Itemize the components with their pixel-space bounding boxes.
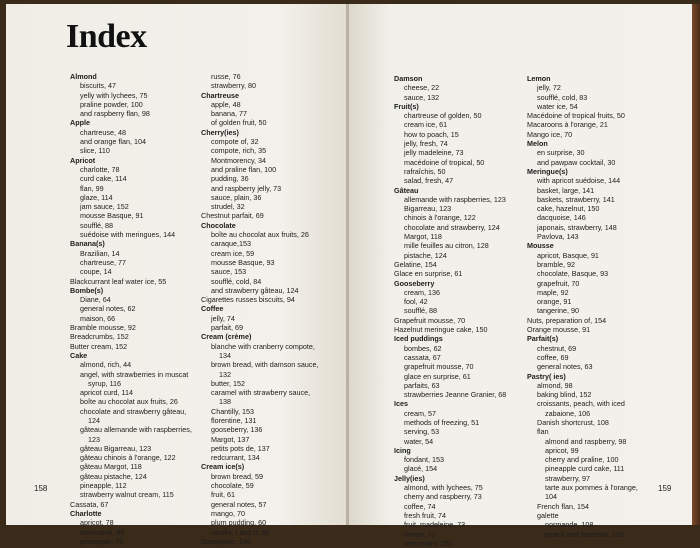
index-entry: gooseberry, 136 [211,425,263,435]
index-entry: apple, 48 [211,99,241,109]
index-entry: and raspberry flan, 98 [80,109,150,119]
index-entry: galette [537,510,559,520]
index-entry: pistache, 124 [404,250,447,260]
index-entry: cream ice, 59 [211,248,255,258]
index-entry: Diane, 64 [80,295,111,305]
index-entry: butter, 152 [211,378,245,388]
index-entry: how to poach, 15 [404,129,459,139]
index-entry: zabaione, 106 [545,408,591,418]
index-heading: Iced puddings [394,334,443,344]
index-entry: Montmorency, 34 [211,155,266,165]
index-heading: Cherry(ies) [201,127,239,137]
index-entry: apricot, 99 [545,445,579,455]
index-entry: brown bread, with damson sauce, [211,360,319,370]
index-entry: cream ice, 61 [404,120,448,130]
index-entry: parfait, 69 [211,323,243,333]
index-entry: boîte au chocolat aux fruits, 26 [211,230,309,240]
index-entry: soufflé, cold, 84 [211,276,262,286]
index-entry: Pavlova, 143 [537,232,579,242]
index-entry: maple, 92 [537,287,569,297]
index-entry: Dacquoise, 146 [201,536,251,546]
index-heading: Icing [394,445,411,455]
index-entry: allemande with raspberries, 123 [404,194,506,204]
index-heading: Damson [394,74,423,83]
index-entry: Bigarreau, 123 [404,204,452,214]
index-entry: Glace en surprise, 61 [394,269,463,279]
index-entry: mexicaine, 80 [80,527,125,537]
index-entry: chocolate and strawberry, 124 [404,222,500,232]
index-entry: Mango ice, 70 [527,129,573,139]
index-entry: grapefruit mousse, 70 [404,362,474,372]
index-entry: soufflé, cold, 83 [537,92,588,102]
index-title: Index [66,18,147,55]
index-entry: lemon, 72 [404,529,436,539]
index-entry: jelly, fresh, 74 [404,139,448,149]
index-entry: compote of, 32 [211,137,259,147]
index-entry: fresh fruit, 74 [404,510,446,520]
index-entry: strawberries Jeanne Granier, 68 [404,390,507,400]
index-heading: Gâteau [394,185,419,195]
index-entry: jam sauce, 152 [80,202,129,212]
index-entry: gâteau Margot, 118 [80,462,142,472]
index-entry: 132 [219,369,231,379]
index-entry: apricot curd, 114 [80,388,134,398]
index-entry: yelly with lychees, 75 [80,90,148,100]
index-entry: cherry and praline, 100 [545,455,619,465]
index-entry: Blackcurrant leaf water ice, 55 [70,276,167,286]
index-heading: Mousse [527,241,554,251]
index-heading: Banana(s) [70,239,105,249]
index-heading: Cream (crème) [201,332,252,342]
page-number-right: 159 [658,484,672,493]
index-entry: Gelatine, 154 [394,259,437,269]
index-entry: cherry and raspberry, 73 [404,492,482,502]
index-entry: general notes, 63 [537,362,593,372]
index-entry: cream, 136 [404,287,440,297]
index-entry: caraque,153 [211,239,251,249]
index-entry: maison, 66 [80,313,116,323]
index-entry: 138 [219,397,231,407]
book-cover-edge [692,4,700,525]
index-heading: Melon [527,139,548,149]
index-entry: 134 [219,350,231,360]
index-entry: redcurrant, 134 [211,453,260,463]
index-entry: soufflé, 88 [404,306,438,316]
index-entry: jelly madeleine, 73 [404,148,464,158]
index-entry: parfaits, 63 [404,380,440,390]
index-entry: 123 [88,434,100,444]
index-entry: rafraîchis, 50 [404,166,446,176]
index-entry: sauce, 132 [404,92,440,102]
index-entry: mousse Basque, 91 [80,211,144,221]
index-entry: caramel with strawberry sauce, [211,388,311,398]
index-heading: Gooseberry [394,278,435,288]
index-entry: almond, 98 [537,380,573,390]
index-entry: glacé, 154 [404,464,438,474]
index-entry: strawberry, 97 [545,473,591,483]
index-entry: boîte au chocolat aux fruits, 26 [80,397,178,407]
index-heading: Apricot [70,155,96,165]
index-entry: fool, 42 [404,297,428,307]
index-entry: chocolate, 59 [211,481,254,491]
index-entry: of golden fruit, 50 [211,118,267,128]
index-entry: apricot, Basque, 91 [537,250,599,260]
index-column-4 [527,74,638,539]
index-entry: flan [537,427,549,437]
index-entry: methods of freezing, 51 [404,417,480,427]
index-entry: syrup, 116 [88,378,122,388]
index-entry: gâteau allemande with raspberries, [80,425,192,435]
index-heading: Fruit(s) [394,101,419,111]
index-heading: Chartreuse [201,90,239,100]
index-entry: gâteau chinois à l'orange, 122 [80,453,176,463]
index-entry: russe, 76 [211,72,241,81]
index-heading: Parfait(s) [527,334,559,344]
index-entry: fruit, madeleine, 73 [404,520,466,530]
index-entry: japonais, strawberry, 148 [537,222,617,232]
index-entry: Grapefruit mousse, 70 [394,315,466,325]
index-entry: Cigarettes russes biscuits, 94 [201,295,295,305]
index-entry: praline powder, 100 [80,99,143,109]
index-entry: curd cake, 114 [80,174,127,184]
index-entry: general notes, 57 [211,499,267,509]
index-entry: Chestnut parfait, 69 [201,211,264,221]
index-entry: chartreuse of golden, 50 [404,111,482,121]
index-column-2 [201,72,318,546]
index-entry: brown bread, 59 [211,471,263,481]
index-entry: 104 [545,492,557,502]
index-heading: Coffee [201,304,224,314]
index-entry: tarte aux pommes à l'orange, [545,483,638,493]
index-entry: jelly, 74 [211,313,235,323]
index-entry: pineapple, 75 [80,536,124,546]
index-entry: florentine, 131 [211,415,257,425]
index-entry: croissants, peach, with iced [537,399,625,409]
index-entry: vanilla, I and II, 58 [211,527,270,537]
index-entry: bramble, 92 [537,259,575,269]
index-entry: redcurrant, 155 [404,538,453,548]
index-entry: gâteau Bigarreau, 123 [80,443,152,453]
page-number-left: 158 [34,484,48,493]
index-entry: 124 [88,415,100,425]
index-entry: Butter cream, 152 [70,341,128,351]
index-entry: cream, 57 [404,408,436,418]
index-entry: Hazelnut meringue cake, 150 [394,325,488,335]
index-heading: Apple [70,118,90,128]
index-entry: and orange flan, 104 [80,137,146,147]
index-entry: chestnut, 69 [537,343,577,353]
index-entry: orange, 91 [537,297,572,307]
index-entry: Macaroons à l'orange, 21 [527,120,608,130]
index-entry: sauce, plain, 36 [211,192,262,202]
index-entry: blanche with cranberry compote, [211,341,315,351]
index-entry: fruit, 61 [211,490,235,500]
index-entry: coffee, 74 [404,501,436,511]
index-heading: Pastry( ies) [527,371,566,381]
index-entry: sauce, 153 [211,267,247,277]
index-entry: glace en surprise, 61 [404,371,471,381]
index-entry: macédoine of tropical, 50 [404,157,485,167]
index-entry: water ice, 54 [537,101,578,111]
index-heading: Jelly(ies) [394,473,425,483]
index-heading: Chocolate [201,220,236,230]
index-entry: strawberry walnut cream, 115 [80,490,174,500]
index-entry: Macédoine of tropical fruits, 50 [527,111,625,121]
index-heading: Meringue(s) [527,166,568,176]
index-entry: normande, 108 [545,520,594,530]
index-entry: tangerine, 90 [537,306,579,316]
index-entry: peach and hazelnut, 126 [545,529,624,539]
index-entry: and pawpaw cocktail, 30 [537,157,616,167]
index-entry: biscuits, 47 [80,81,116,91]
index-entry: suédoise with meringues, 144 [80,230,176,240]
index-entry: salad, fresh, 47 [404,176,454,186]
index-entry: pineapple, 112 [80,481,127,491]
index-entry: Danish shortcrust, 108 [537,417,609,427]
index-entry: strawberry, 80 [211,81,257,91]
index-entry: chartreuse, 77 [80,257,126,267]
index-heading: Cream ice(s) [201,462,245,472]
index-entry: Margot, 137 [211,434,250,444]
index-entry: cake, hazelnut, 150 [537,204,600,214]
index-entry: and raspberry jelly, 73 [211,183,282,193]
index-entry: bombes, 62 [404,343,442,353]
index-entry: apricot, 78 [80,518,114,528]
index-entry: mille feuilles au citron, 128 [404,241,489,251]
index-entry: Brazilian, 14 [80,248,120,258]
index-entry: and praline flan, 100 [211,164,277,174]
index-heading: Bombe(s) [70,285,104,295]
index-entry: serving, 53 [404,427,440,437]
index-entry: gâteau pistache, 124 [80,471,147,481]
index-entry: Bramble mousse, 92 [70,323,136,333]
index-entry: banana, 77 [211,109,247,119]
index-entry: baking blind, 152 [537,390,592,400]
index-entry: jelly, 72 [537,83,561,93]
index-entry: mango, 70 [211,508,245,518]
index-entry: chocolate, Basque, 93 [537,269,609,279]
index-entry: slice, 110 [80,146,110,156]
index-heading: Cake [70,350,88,360]
index-heading: Lemon [527,74,551,83]
index-entry: Orange mousse, 91 [527,325,591,335]
index-entry: with apricot suédoise, 144 [537,176,621,186]
index-entry: charlotte, 78 [80,164,120,174]
index-entry: compote, rich, 35 [211,146,267,156]
index-entry: mousse Basque, 93 [211,257,275,267]
index-entry: pineapple curd cake, 111 [545,464,625,474]
index-heading: Charlotte [70,508,102,518]
index-entry: Cassata, 67 [70,499,109,509]
index-entry: Nuts, preparation of, 154 [527,315,607,325]
index-entry: water, 54 [404,436,434,446]
index-entry: Breadcrumbs, 152 [70,332,129,342]
index-entry: chinois à l'orange, 122 [404,213,476,223]
index-column-3 [394,74,506,548]
index-entry: en surprise, 30 [537,148,585,158]
index-entry: chartreuse, 48 [80,127,126,137]
index-entry: almond, with lychees, 75 [404,483,483,493]
index-entry: and strawberry gâteau, 124 [211,285,299,295]
index-entry: chocolate and strawberry gâteau, [80,406,187,416]
index-entry: dacquoise, 146 [537,213,586,223]
index-entry: almond and raspberry, 98 [545,436,627,446]
index-entry: fondant, 153 [404,455,444,465]
index-entry: coffee, 69 [537,352,569,362]
index-entry: cassata, 67 [404,352,441,362]
index-entry: flan, 99 [80,183,104,193]
index-entry: French flan, 154 [537,501,589,511]
index-entry: glaze, 114 [80,192,113,202]
index-entry: plum pudding, 60 [211,518,267,528]
index-entry: strudel, 32 [211,202,245,212]
index-entry: basket, large, 141 [537,185,595,195]
index-entry: coupe, 14 [80,267,112,277]
index-entry: soufflé, 88 [80,220,114,230]
index-entry: almond, rich, 44 [80,360,132,370]
index-entry: grapefruit, 70 [537,278,580,288]
index-entry: petits pots de, 137 [211,443,270,453]
index-heading: Ices [394,399,408,409]
index-entry: general notes, 62 [80,304,136,314]
index-entry: cheese, 22 [404,83,440,93]
index-entry: pudding, 36 [211,174,249,184]
index-entry: Margot, 118 [404,232,442,242]
index-entry: baskets, strawberry, 141 [537,194,615,204]
index-entry: angel, with strawberries in muscat [80,369,189,379]
index-column-1 [70,72,192,546]
index-heading: Almond [70,72,97,81]
index-entry: Chantilly, 153 [211,406,255,416]
